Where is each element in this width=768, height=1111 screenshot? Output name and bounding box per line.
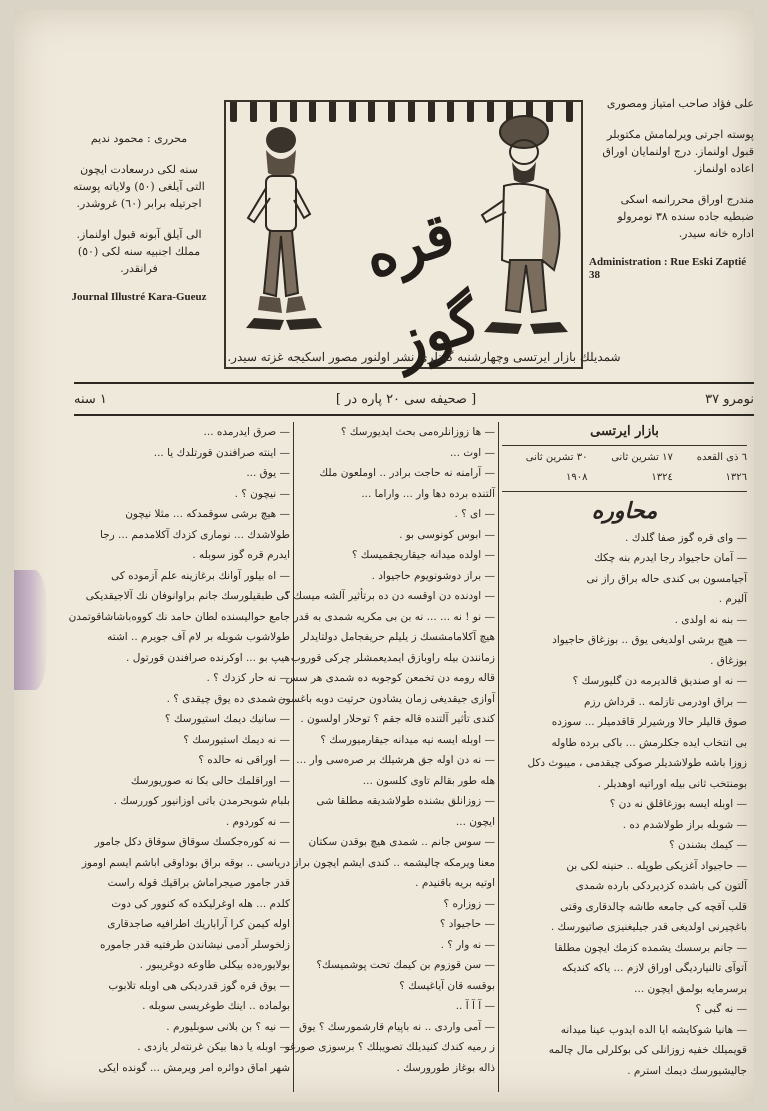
date-hijri: ٦ ذی القعده ١٣٢٦ <box>696 451 747 483</box>
text-line: بوزغاق . <box>710 654 747 667</box>
text-line: زلخوسلر آدمی نیشاندن طرفتیه قدر جاموره <box>99 938 290 951</box>
text-line: آلتون كی باشده كزدیردكی بارده شمدی <box>575 880 747 892</box>
postal-line: پوسته اجرتی ویرلمامش مكتوبلر <box>607 128 754 141</box>
text-line: — سن قوزوم بن كیمك تحت پوشمیسك؟ <box>316 959 495 971</box>
text-line: جامع حوالیسنده لطان حامد نك كووه‌باشاشاقوتمدن <box>68 610 290 623</box>
masthead-title: قره گوز <box>355 198 489 377</box>
french-admin: Administration : Rue Eski Zaptié 38 <box>589 256 747 281</box>
text-line: — اولده میدانه جیقاریجقمیسك ؟ <box>351 549 495 561</box>
text-line: بی انتخاب ایده جكلرمش ... باكی برده طاوله <box>551 736 747 749</box>
text-line: — نه دن اوله جق هرشیلك بر صره‌سی وار ... <box>296 754 495 766</box>
text-line: — ابوس كونوسی بو . <box>399 528 495 541</box>
text-line: — هانیا شوكایشه ایا الده ایدوب عینا میدانه <box>560 1023 747 1036</box>
text-line: — كیمك بشندن ؟ <box>669 839 747 851</box>
text-line: — نه حار كزدك ؟ . <box>206 672 290 684</box>
dateline-rule <box>502 445 747 446</box>
text-line: اوله كیمن كرا آراباریك اطرافیه صاجدقاری <box>107 918 290 930</box>
subscription-line: مملك اجنبیه سنه لكی (٥٠) <box>77 245 201 258</box>
masthead-left-column <box>64 130 214 430</box>
text-line: ایچون ... <box>455 815 495 828</box>
text-line: ز رمیه كندك كنیدیلك تصویبلك ؟ برسوزی صورغو <box>284 1041 495 1053</box>
article-body <box>502 528 747 1082</box>
text-line: — اوبله ایسه بوزغاقلق نه دن ؟ <box>609 798 747 810</box>
date-gregorian: ٣٠ تشرین ثانی ١٩٠٨ <box>525 451 588 483</box>
weekday: بازار ایرتسی <box>590 424 659 439</box>
text-line: — زوزاره ؟ <box>443 897 495 910</box>
address-line: ضبطیه جاده سنده ٣٨ نومرولو <box>617 210 754 223</box>
text-line: آجیامسون بی كندی حاله براق راز نی <box>586 572 747 585</box>
text-line: كندی تأثیر آلتنده قاله جقم ؟ توحلار اولسون . <box>300 713 495 725</box>
postal-line: قبول اولنماز. درج اولنمایان اوراق <box>602 145 754 158</box>
text-line: معنا ویرمكه چالیشمه .. كندی ایشم ایچون براز <box>293 856 495 869</box>
owner-line: علی فؤاد صاحب امتیاز ومصوری <box>606 97 754 110</box>
issue-price: [ صحیفه سی ٢٠ پاره در ] <box>335 391 477 407</box>
text-line: بولماده .. اینك طوغریسی سوبله . <box>142 1000 290 1012</box>
text-line: طولاشدك ... نوماری كزدك آكلامدمم ... رجا <box>99 528 290 541</box>
text-line: زوزا باشه طولاشدیلر صوكی چیقدمی ، میبوث دكل <box>527 757 747 769</box>
text-line: هله طور بقالم تاوی كلسون ... <box>362 774 495 787</box>
text-line: — حاجیواد آغزیكی طوپله .. حنینه لكی بن <box>566 859 747 872</box>
text-line: — اودنده دن اوقسه دن ده برتأثیر آلشه میسك ؟ <box>284 590 495 602</box>
text-line: — نه كوردوم . <box>225 815 290 828</box>
text-line: قدر جامور صیجراماش براقیك قوله راست <box>107 877 290 889</box>
text-line: باغچیرنی اولدیغی قدر جیلیغنیزی صاتیورسك . <box>550 921 747 933</box>
column-divider <box>498 422 499 1092</box>
text-line: — نه كوره‌جكسك سوقاق سوقاق دكل جامور <box>94 836 290 848</box>
section-title: محاوره <box>591 497 658 524</box>
postal-info <box>589 126 754 177</box>
text-line: جالیشیورسك دیمك استرم . <box>627 1064 747 1077</box>
article-body <box>264 422 495 1078</box>
dateline <box>502 448 747 489</box>
subscription-line: الی آیلق آبونه قبول اولنماز. <box>76 228 202 241</box>
article-body <box>68 422 290 1078</box>
text-line: — صرق ایدرمده ... <box>203 426 290 438</box>
column-middle <box>264 422 495 1092</box>
text-line: — اوبله ایسه نیه میدانه جیقارمیورسك ؟ <box>320 733 495 746</box>
text-line: — ای ؟ . <box>454 508 495 520</box>
subscription-line: فرانقدر. <box>120 262 158 275</box>
paper-tear <box>14 570 48 690</box>
text-line: — یوق ... <box>246 467 290 479</box>
address-line: اداره خانه سیدر. <box>678 227 754 240</box>
text-line: — براق اودرمی تازلمه .. قرداش رزم <box>583 695 747 708</box>
column-left <box>68 422 290 1092</box>
bottom-rule <box>74 414 754 416</box>
text-line: — نه او صندیق قالدیرمه دن گلیورسك ؟ <box>572 675 747 687</box>
text-line: طولاشوب شوبله بر لام آف جویرم .. اشته <box>107 631 290 643</box>
text-line: — آمان حاجیواد رجا ایدرم بنه چكك <box>594 552 747 564</box>
text-line: كلدم ... هله اوغرلیكده كه كنوور كی دوت <box>111 897 290 910</box>
text-line: — آرامنه نه حاجت برادر .. اوملعون ملك <box>319 467 495 479</box>
text-line: هیچ آكلامامشسك ز یلیلم حریفجامل دولتایدلر <box>300 631 495 643</box>
text-line: زمانندن بیله راوبازق ایمدیعمشلر چركی قوروب <box>290 651 495 664</box>
text-line: — زوزانلق بشنده طولاشدیقه مطلقا شی <box>316 795 495 807</box>
text-line: — جانم برسسك یشمده كزمك ایچون مطلقا <box>554 941 747 954</box>
text-line: — اوبله یا دها بیكن غرنته‌لر یازدی . <box>137 1041 290 1053</box>
issue-number: نومرو ٣٧ <box>705 391 754 407</box>
text-line: — اوت ... <box>449 446 495 459</box>
text-line: قلب آقچه كی جامعه طاشه چالدقاری وقتی <box>560 900 747 913</box>
issue-year: ١ سنه <box>74 391 107 407</box>
text-line: — نه دیمك استیورسك ؟ <box>183 733 290 746</box>
text-line: قویمیلك خفیه زوزانلی كی بوكلرلی مال چالمه <box>548 1044 747 1056</box>
text-line: ذاله بوغاز طورورسك . <box>396 1061 495 1074</box>
text-line: — اوراقی نه حالده ؟ <box>198 754 290 766</box>
foreign-subscription-info <box>64 226 214 277</box>
text-line: صوق قالیلر حالا ورشیرلر قاقدمیلر ... سوزده <box>551 716 747 728</box>
text-line: — اه بیلور آوانك برغازینه علم آزموده كی <box>111 569 290 582</box>
dateline-rule <box>502 491 747 492</box>
top-rule <box>74 382 754 384</box>
text-line: برسرمایه بولمق ایچون ... <box>634 982 747 995</box>
text-line: — نه وار ؟ . <box>440 938 495 951</box>
text-line: — یوق قره گوز قدردیكی هی اوبله تلابوب <box>108 979 290 992</box>
text-line: — سانیك دیمك استیورسك ؟ <box>164 713 290 725</box>
text-line: — اینته صرافندن قورتلدك یا ... <box>153 446 290 459</box>
text-line: بولایوره‌ده بیكلی طاوعه دوغریبور . <box>139 959 290 971</box>
text-line: — هیچ برشی اولدیغی یوق .. بوزغاق حاجیواد <box>552 634 747 646</box>
french-title: Journal Illustré Kara-Gueuz <box>71 291 207 303</box>
subscription-line: سنه لكی درسعادت ایچون <box>80 163 198 176</box>
text-line: بومنتخب ثانی بیله اوراتیه اوهدیلر . <box>597 777 747 790</box>
date-rumi: ١٧ تشرین ثانی ١٣٢٤ <box>611 451 673 483</box>
newspaper-page <box>14 10 754 1102</box>
text-line: — اوراقلمك حالی بكا نه صوریورسك <box>130 774 290 787</box>
text-line: هیپ بو ... اوكرنده صرافندن قورتول . <box>126 651 290 664</box>
text-line: — بنه نه اولدی . <box>674 613 747 626</box>
text-line: — نو ! نه ... ... نه بن بی مكریه شمدی به قدر <box>293 610 495 623</box>
text-line: — حاجیواد ؟ <box>439 918 495 930</box>
masthead-right-column <box>589 95 754 435</box>
subscription-info <box>64 161 214 212</box>
text-line: بوقسه قان آیاغیسك ؟ <box>399 979 495 992</box>
text-line: — شمدی ده یوق چیقدی ؟ . <box>166 692 290 705</box>
text-line: شهر اماق دوائره امر ویرمش ... گونده ایكی <box>98 1061 290 1074</box>
text-line: — آ آ آ .. <box>455 1000 495 1012</box>
text-line: آلتنده برده دها وار ... واراما ... <box>361 487 495 500</box>
column-right <box>502 422 747 1092</box>
subscription-line: اجرتیله برابر (٦٠) غروشدر. <box>76 197 202 210</box>
text-line: بلبام شوبحرمدن باتی اوزانیور كوررسك . <box>113 795 290 807</box>
address-info <box>589 191 754 242</box>
text-line: — براز دوشونویوم حاجیواد . <box>371 569 495 582</box>
text-line: — ها زوزانلره‌می بحث ایدیورسك ؟ <box>340 426 495 438</box>
text-line: — آمی واردی .. نه باپیام قارشمورسك ؟ یوق <box>299 1020 495 1033</box>
issue-bar <box>74 386 754 412</box>
text-line: آتوآی تالنیاردیگی اوراق لازم ... یاكه كندیكه <box>562 962 747 974</box>
address-line: مندرج اوراق محررانمه اسكی <box>620 193 754 206</box>
masthead-tagline: شمدیلك بازار ایرتسی وچهارشنبه گونلری نشر اولنور مصور اسكیجه غزته سیدر. <box>227 350 621 364</box>
text-line: آلیرم . <box>718 593 747 605</box>
text-line: دریاسی .. بوقه براق بوداوقی اباشم ایسم اوموز <box>81 856 290 869</box>
column-divider <box>293 422 294 1092</box>
text-line: اوتیه بریه باقنیدم . <box>415 877 495 889</box>
text-line: — نیه ؟ بن بلانی سوبلیورم . <box>166 1020 290 1033</box>
text-line: — هیچ برشی سوقمدكه ... مثلا نیچون <box>125 508 290 520</box>
text-line: — شوبله براز طولاشدم ده . <box>622 818 747 831</box>
editor-line: محرری : محمود ندیم <box>90 132 188 145</box>
postal-line: اعاده اولنماز. <box>693 162 754 175</box>
text-line: كی طبقیلورسك جانم براوانوفان نك آلاجیقدیکی <box>85 590 290 602</box>
subscription-line: التی آیلغی (٥٠) ولایاته پوسته <box>73 180 205 193</box>
text-line: — سوس جانم .. شمدی هیچ بوقدن سكتان <box>308 836 495 848</box>
text-line: ایدرم قره گوز سوبله . <box>192 549 290 561</box>
text-line: آوازی جیقدیغی زمان یشادون حرتیت دوبه باغسون ... <box>264 692 495 705</box>
text-line: — نیچون ؟ . <box>234 487 290 500</box>
text-line: قاله رومه دن تخمعن كوجوبه ده شمدی هر سس <box>285 672 495 684</box>
text-line: — نه گبی ؟ <box>695 1003 747 1015</box>
text-line: — وای قره گوز صفا گلدك . <box>625 531 747 544</box>
